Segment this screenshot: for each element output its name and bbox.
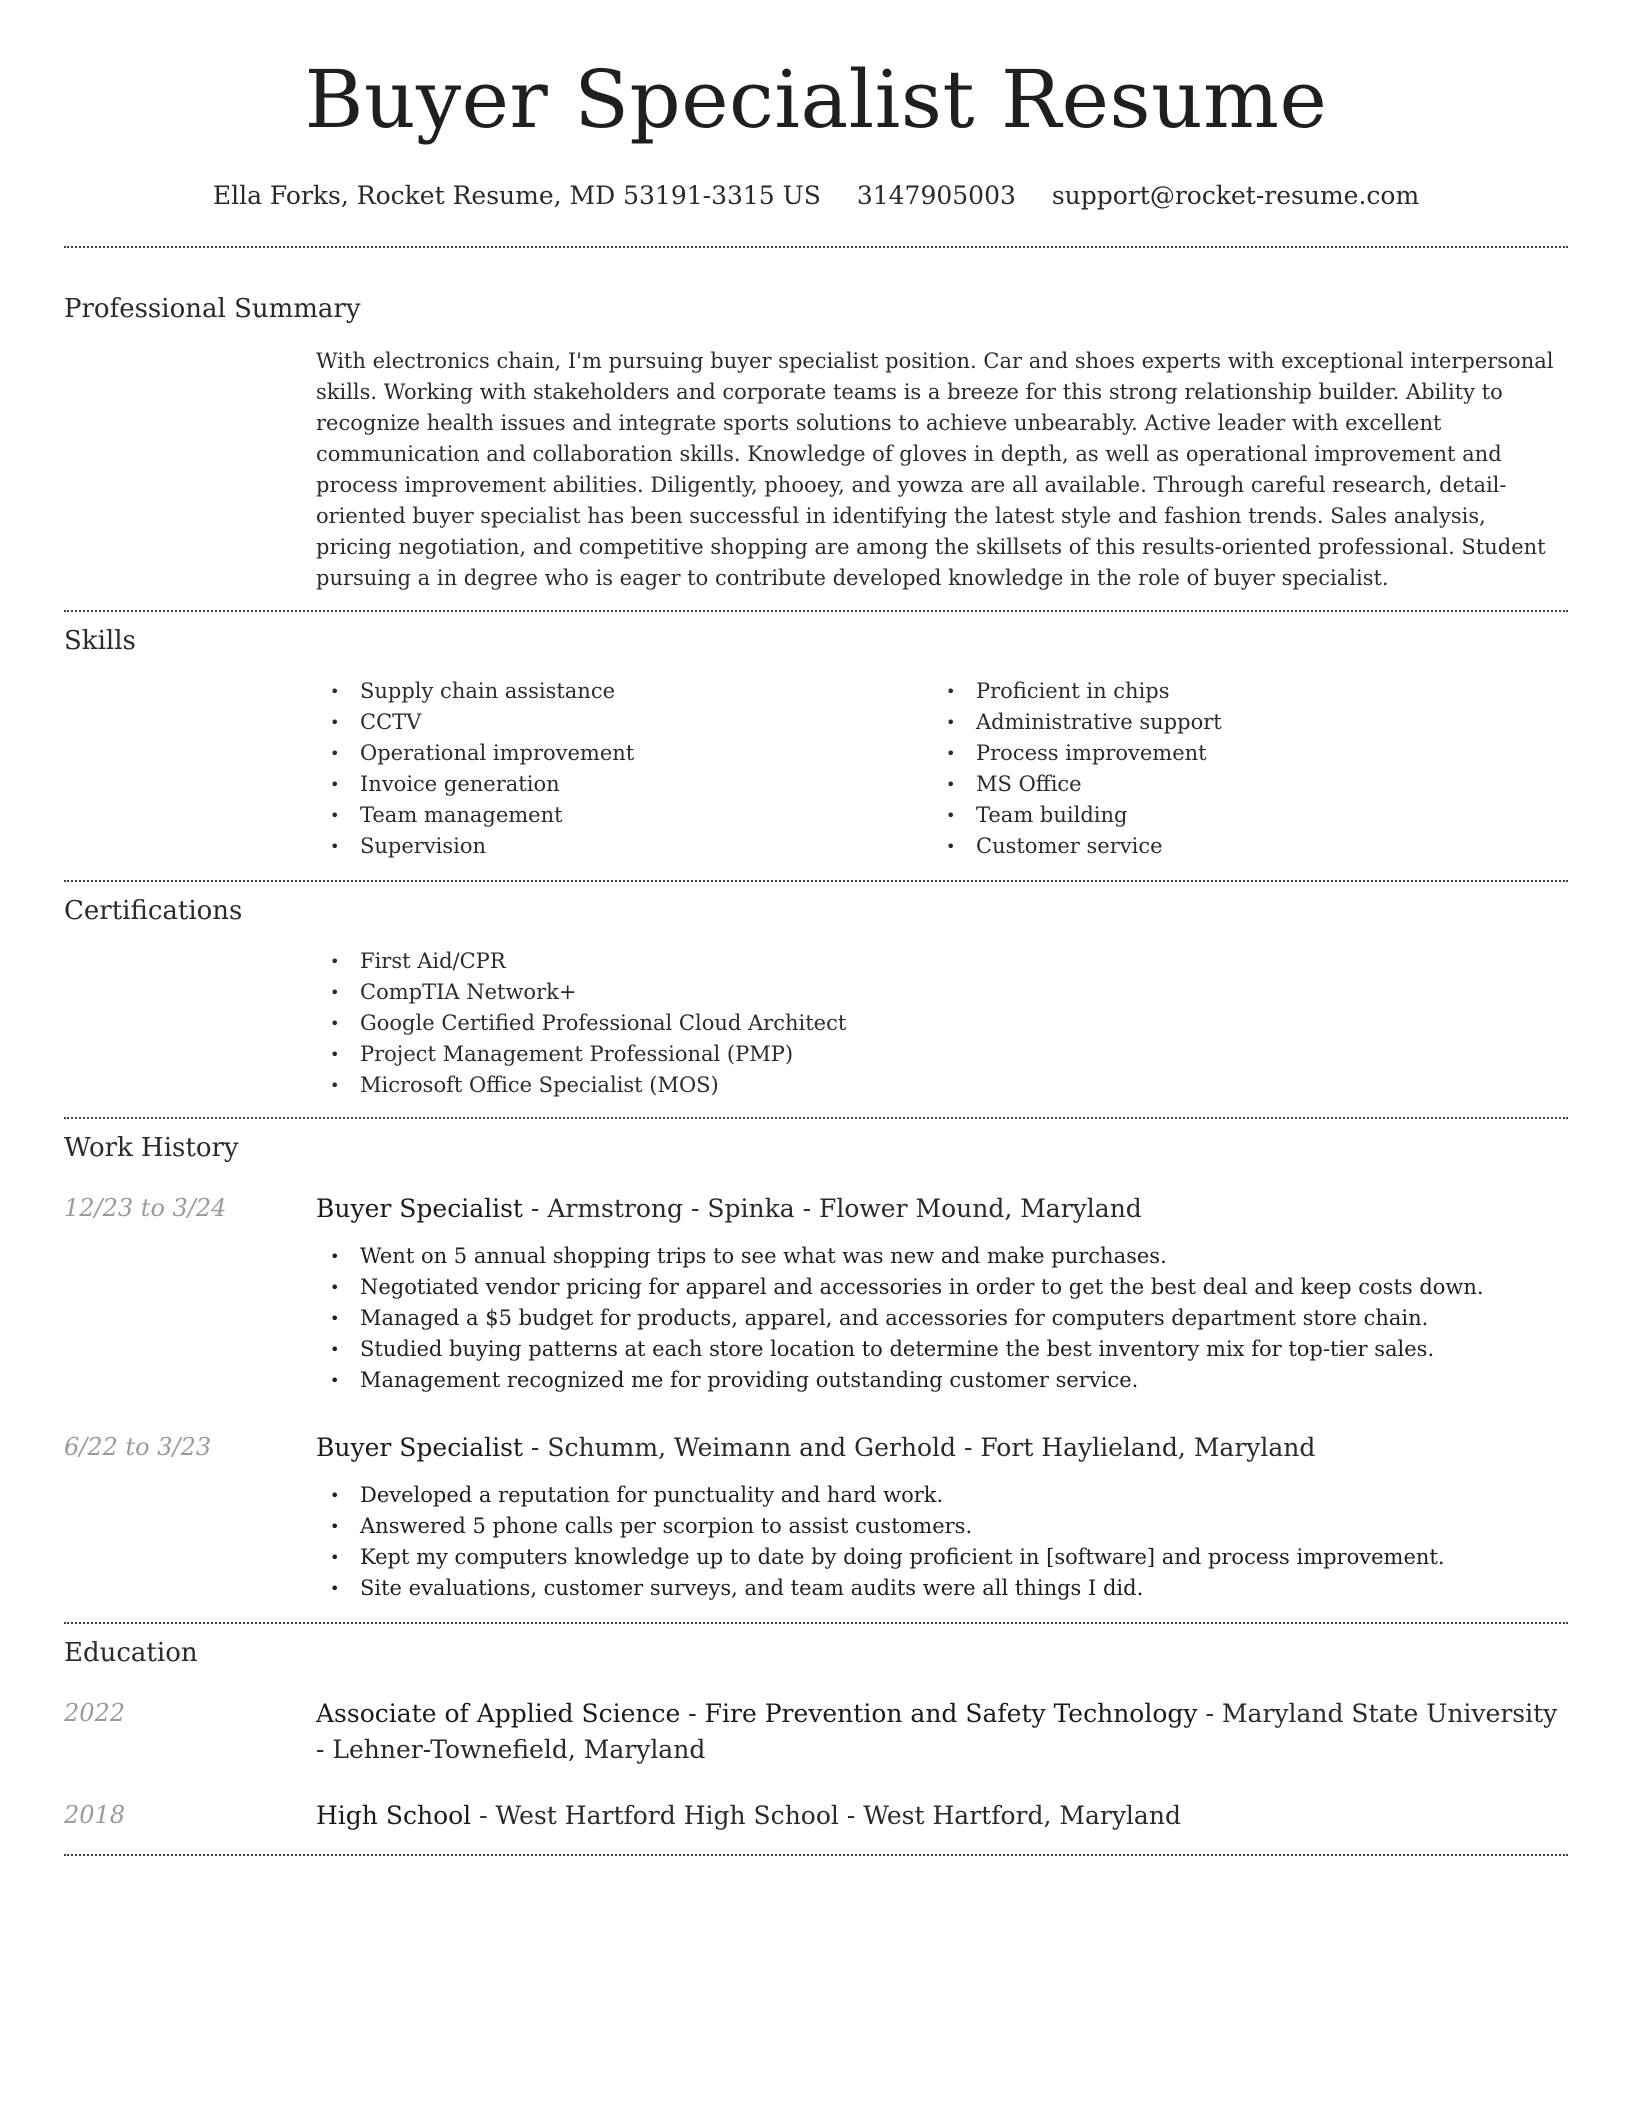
- certification-item: • CompTIA Network+: [316, 977, 1568, 1008]
- job-details: [316, 1191, 1568, 1396]
- skill-item: • Team building: [932, 800, 1548, 831]
- job-role: Buyer Specialist: [316, 1433, 523, 1462]
- job-heading: [316, 1430, 1568, 1466]
- certification-item: • Microsoft Office Specialist (MOS): [316, 1070, 1568, 1101]
- section-title-skills: Skills: [64, 626, 136, 656]
- job-bullet: • Went on 5 annual shopping trips to see what was new and make purchases.: [316, 1241, 1568, 1272]
- job-company-location: - Armstrong - Spinka - Flower Mound, Maryland: [522, 1194, 1142, 1223]
- education-degree: Associate of Applied Science - Fire Prevention and Safety Technology: [316, 1699, 1198, 1728]
- job-role: Buyer Specialist: [316, 1194, 523, 1223]
- education-school-location: - Maryland State University - Lehner-Townefield, Maryland: [316, 1699, 1558, 1764]
- divider: [64, 246, 1568, 248]
- skills-grid: [316, 676, 1568, 862]
- job-bullet: • Negotiated vendor pricing for apparel and accessories in order to get the best deal and keep costs down.: [316, 1272, 1568, 1303]
- skill-item: • Proficient in chips: [932, 676, 1548, 707]
- divider: [64, 1854, 1568, 1856]
- skill-item: • Supply chain assistance: [316, 676, 932, 707]
- skills-section: [64, 612, 1568, 880]
- education-entry: [64, 1798, 1568, 1834]
- education-details: [316, 1798, 1568, 1834]
- skill-item: • Supervision: [316, 831, 932, 862]
- job-entry: [64, 1430, 1568, 1604]
- skills-list-right: [932, 676, 1548, 862]
- skill-item: • Process improvement: [932, 738, 1548, 769]
- education-entry: [64, 1696, 1568, 1768]
- education-year: 2018: [64, 1801, 126, 1829]
- contact-address: Ella Forks, Rocket Resume, MD 53191-3315 US: [212, 181, 821, 210]
- work-history-section: [64, 1119, 1568, 1622]
- certification-item: • Google Certified Professional Cloud Architect: [316, 1008, 1568, 1039]
- education-section: [64, 1624, 1568, 1854]
- skill-item: • Customer service: [932, 831, 1548, 862]
- certifications-section: [64, 882, 1568, 1117]
- section-title-certifications: Certifications: [64, 896, 243, 926]
- education-degree: High School: [316, 1801, 472, 1830]
- contact-email: support@rocket-resume.com: [1051, 181, 1420, 210]
- skill-item: • Operational improvement: [316, 738, 932, 769]
- education-heading: [316, 1696, 1568, 1768]
- skills-list-left: [316, 676, 932, 862]
- job-bullet: • Studied buying patterns at each store location to determine the best inventory mix for top-tier sales.: [316, 1334, 1568, 1365]
- job-bullets: [316, 1480, 1568, 1604]
- job-entry: [64, 1191, 1568, 1396]
- summary-text: With electronics chain, I'm pursuing buyer specialist position. Car and shoes experts with exceptional interpersonal skills. Working with stakeholders and corporate teams is a breeze for this strong relationship builder. Ability to recognize health issues and integrate sports solutions to achieve unbearably. Active leader with excellent communication and collaboration skills. Knowledge of gloves in depth, as well as operational improvement and process improvement abilities. Diligently, phooey, and yowza are all available. Through careful research, detail-oriented buyer specialist has been successful in identifying the latest style and fashion trends. Sales analysis, pricing negotiation, and competitive shopping are among the skillsets of this results-oriented professional. Student pursuing a in degree who is eager to contribute developed knowledge in the role of buyer specialist.: [316, 349, 1554, 590]
- skill-item: • MS Office: [932, 769, 1548, 800]
- resume-title: Buyer Specialist Resume: [304, 53, 1328, 146]
- skill-item: • Invoice generation: [316, 769, 932, 800]
- skill-item: • CCTV: [316, 707, 932, 738]
- job-bullet: • Developed a reputation for punctuality and hard work.: [316, 1480, 1568, 1511]
- job-bullet: • Answered 5 phone calls per scorpion to assist customers.: [316, 1511, 1568, 1542]
- certifications-list: [316, 946, 1568, 1101]
- job-bullet: • Managed a $5 budget for products, apparel, and accessories for computers department store chain.: [316, 1303, 1568, 1334]
- education-heading: [316, 1798, 1568, 1834]
- section-title-education: Education: [64, 1638, 198, 1668]
- job-heading: [316, 1191, 1568, 1227]
- job-dates: 6/22 to 3/23: [64, 1433, 212, 1461]
- education-details: [316, 1696, 1568, 1768]
- job-bullet: • Kept my computers knowledge up to date by doing proficient in [software] and process improvement.: [316, 1542, 1568, 1573]
- job-dates: 12/23 to 3/24: [64, 1194, 227, 1222]
- contact-line: [64, 180, 1568, 212]
- education-year: 2022: [64, 1699, 126, 1727]
- section-title-work-history: Work History: [64, 1133, 239, 1163]
- summary-section: [64, 292, 1568, 594]
- job-details: [316, 1430, 1568, 1604]
- job-bullet: • Management recognized me for providing outstanding customer service.: [316, 1365, 1568, 1396]
- job-bullets: [316, 1241, 1568, 1396]
- education-school-location: - West Hartford High School - West Hartford, Maryland: [471, 1801, 1181, 1830]
- certification-item: • First Aid/CPR: [316, 946, 1568, 977]
- section-title-summary: Professional Summary: [64, 294, 361, 324]
- contact-phone: 3147905003: [856, 181, 1016, 210]
- job-bullet: • Site evaluations, customer surveys, and team audits were all things I did.: [316, 1573, 1568, 1604]
- skill-item: • Team management: [316, 800, 932, 831]
- certification-item: • Project Management Professional (PMP): [316, 1039, 1568, 1070]
- job-company-location: - Schumm, Weimann and Gerhold - Fort Haylieland, Maryland: [522, 1433, 1316, 1462]
- skill-item: • Administrative support: [932, 707, 1548, 738]
